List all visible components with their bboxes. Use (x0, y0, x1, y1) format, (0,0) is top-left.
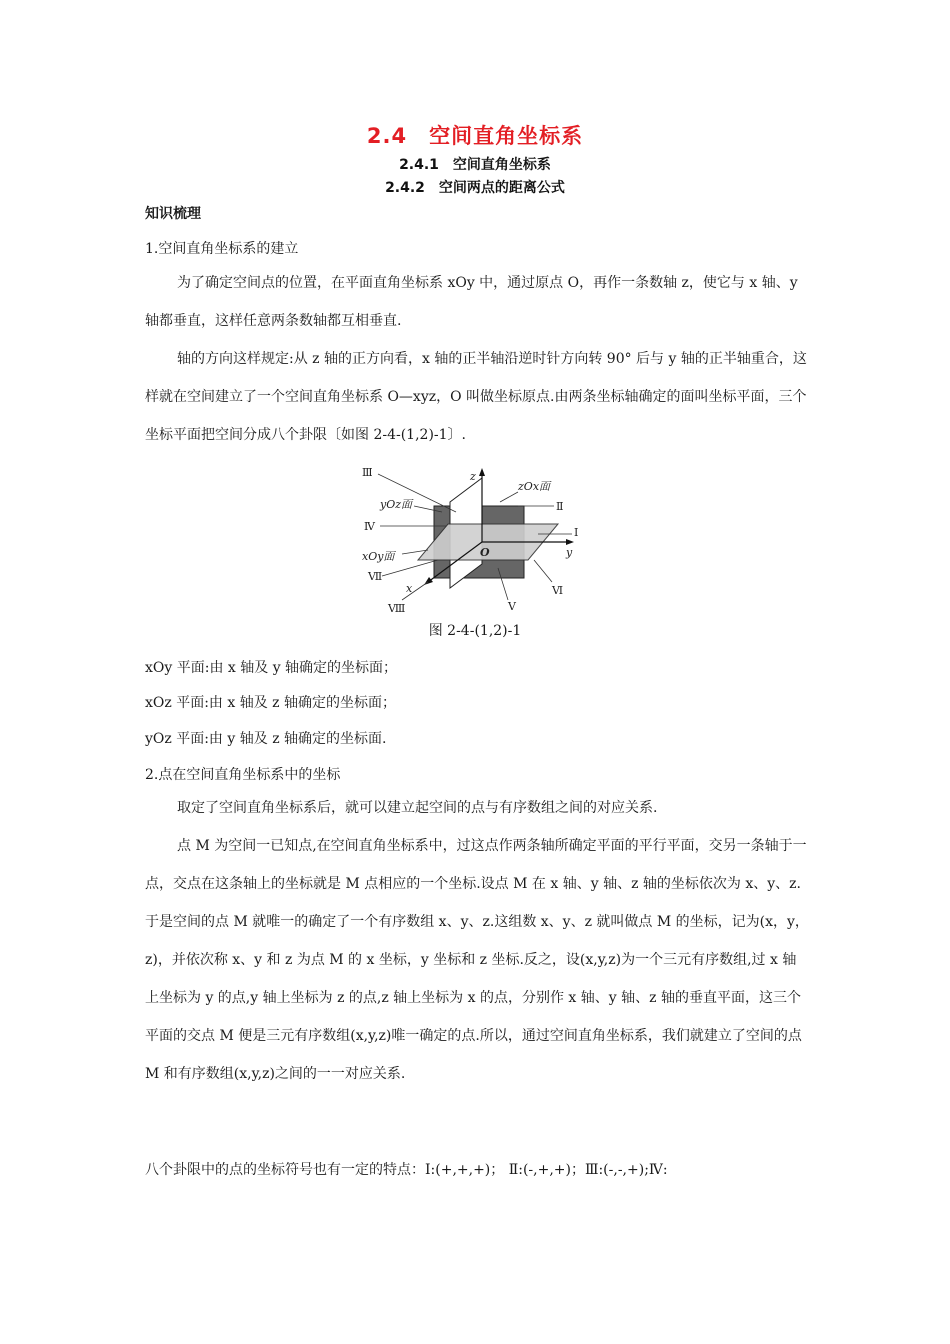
label-octant-2: Ⅱ (556, 500, 564, 513)
z-arrow (479, 468, 485, 476)
label-x: x (406, 582, 413, 595)
label-xoy-plane: xOy面 (362, 550, 395, 563)
label-z: z (470, 470, 476, 483)
label-octant-7: Ⅶ (368, 570, 383, 583)
paragraph-text: 点 M 为空间一已知点,在空间直角坐标系中，过这点作两条轴所确定平面的平行平面，交另一条轴于一点，交点在这条轴上的坐标就是 M 点相应的一个坐标.设点 M 在 x 轴、y 轴、z 轴的坐标依次为 x、y、z.于是空间的点 M 就唯一的确定了一个有序数组 x、y、z.这组数 x、y、z 就叫做点 M 的坐标，记为(x，y，z)，并依次称 x、y 和 z 为点 M 的 x 坐标，y 坐标和 z 坐标.反之，设(x,y,z)为一个三元有序数组,过 x 轴上坐标为 y 的点,y 轴上坐标为 z 的点,z 轴上坐标为 x 的点，分别作 x 轴、y 轴、z 轴的垂直平面，这三个平面的交点 M 便是三元有序数组(x,y,z)唯一确定的点.所以，通过空间直角坐标系，我们就建立了空间的点 M 和有序数组(x,y,z)之间的一一对应关系. (145, 838, 809, 1082)
label-zox-plane: zOx面 (518, 480, 551, 493)
paragraph-text: 轴的方向这样规定:从 z 轴的正方向看，x 轴的正半轴沿逆时针方向转 90° 后与 y 轴的正半轴重合，这样就在空间建立了一个空间直角坐标系 O—xyz，O 叫做坐标原点.由两条坐标轴确定的面叫坐标平面，三个坐标平面把空间分成八个卦限〔如图 2-4-(1,2)-1〕. (145, 351, 807, 443)
section-2-paragraph-2 (145, 827, 810, 1093)
label-y: y (566, 546, 573, 559)
label-yoz-plane: yOz面 (380, 498, 413, 511)
section-heading: 知识梳理 (145, 206, 201, 222)
octant-signs-line: 八个卦限中的点的坐标符号也有一定的特点：Ⅰ:(+,+,+)； Ⅱ:(-,+,+)；Ⅲ:(-,-,+);Ⅳ: (145, 1162, 668, 1178)
label-octant-5: Ⅴ (508, 600, 516, 613)
section-1-title: 1.空间直角坐标系的建立 (145, 241, 299, 257)
xoz-plane-definition: xOz 平面:由 x 轴及 z 轴确定的坐标面； (145, 695, 396, 711)
label-octant-8: Ⅷ (388, 602, 406, 615)
section-1-paragraph-2 (145, 340, 810, 454)
xoy-plane-definition: xOy 平面:由 x 轴及 y 轴确定的坐标面； (145, 660, 398, 676)
document-title: 2.4 空间直角坐标系 (366, 124, 584, 148)
label-origin: O (480, 546, 490, 559)
section-2-title: 2.点在空间直角坐标系中的坐标 (145, 767, 341, 783)
y-arrow (566, 539, 574, 545)
subtitle-2-4-2: 2.4.2 空间两点的距离公式 (385, 180, 565, 196)
label-octant-3: Ⅲ (362, 466, 373, 479)
yoz-plane-definition: yOz 平面:由 y 轴及 z 轴确定的坐标面. (145, 731, 387, 747)
coordinate-system-figure (358, 464, 588, 624)
subtitle-2-4-1: 2.4.1 空间直角坐标系 (399, 157, 551, 173)
section-2-paragraph-1 (145, 789, 810, 827)
label-octant-1: Ⅰ (574, 526, 579, 539)
paragraph-text: 取定了空间直角坐标系后，就可以建立起空间的点与有序数组之间的对应关系. (177, 800, 658, 816)
figure-caption: 图 2-4-(1,2)-1 (428, 623, 522, 639)
label-octant-4: Ⅳ (364, 520, 375, 533)
section-1-paragraph-1 (145, 264, 810, 340)
label-octant-6: Ⅵ (552, 584, 564, 597)
paragraph-text: 为了确定空间点的位置，在平面直角坐标系 xOy 中，通过原点 O，再作一条数轴 z，使它与 x 轴、y 轴都垂直，这样任意两条数轴都互相垂直. (145, 275, 798, 329)
